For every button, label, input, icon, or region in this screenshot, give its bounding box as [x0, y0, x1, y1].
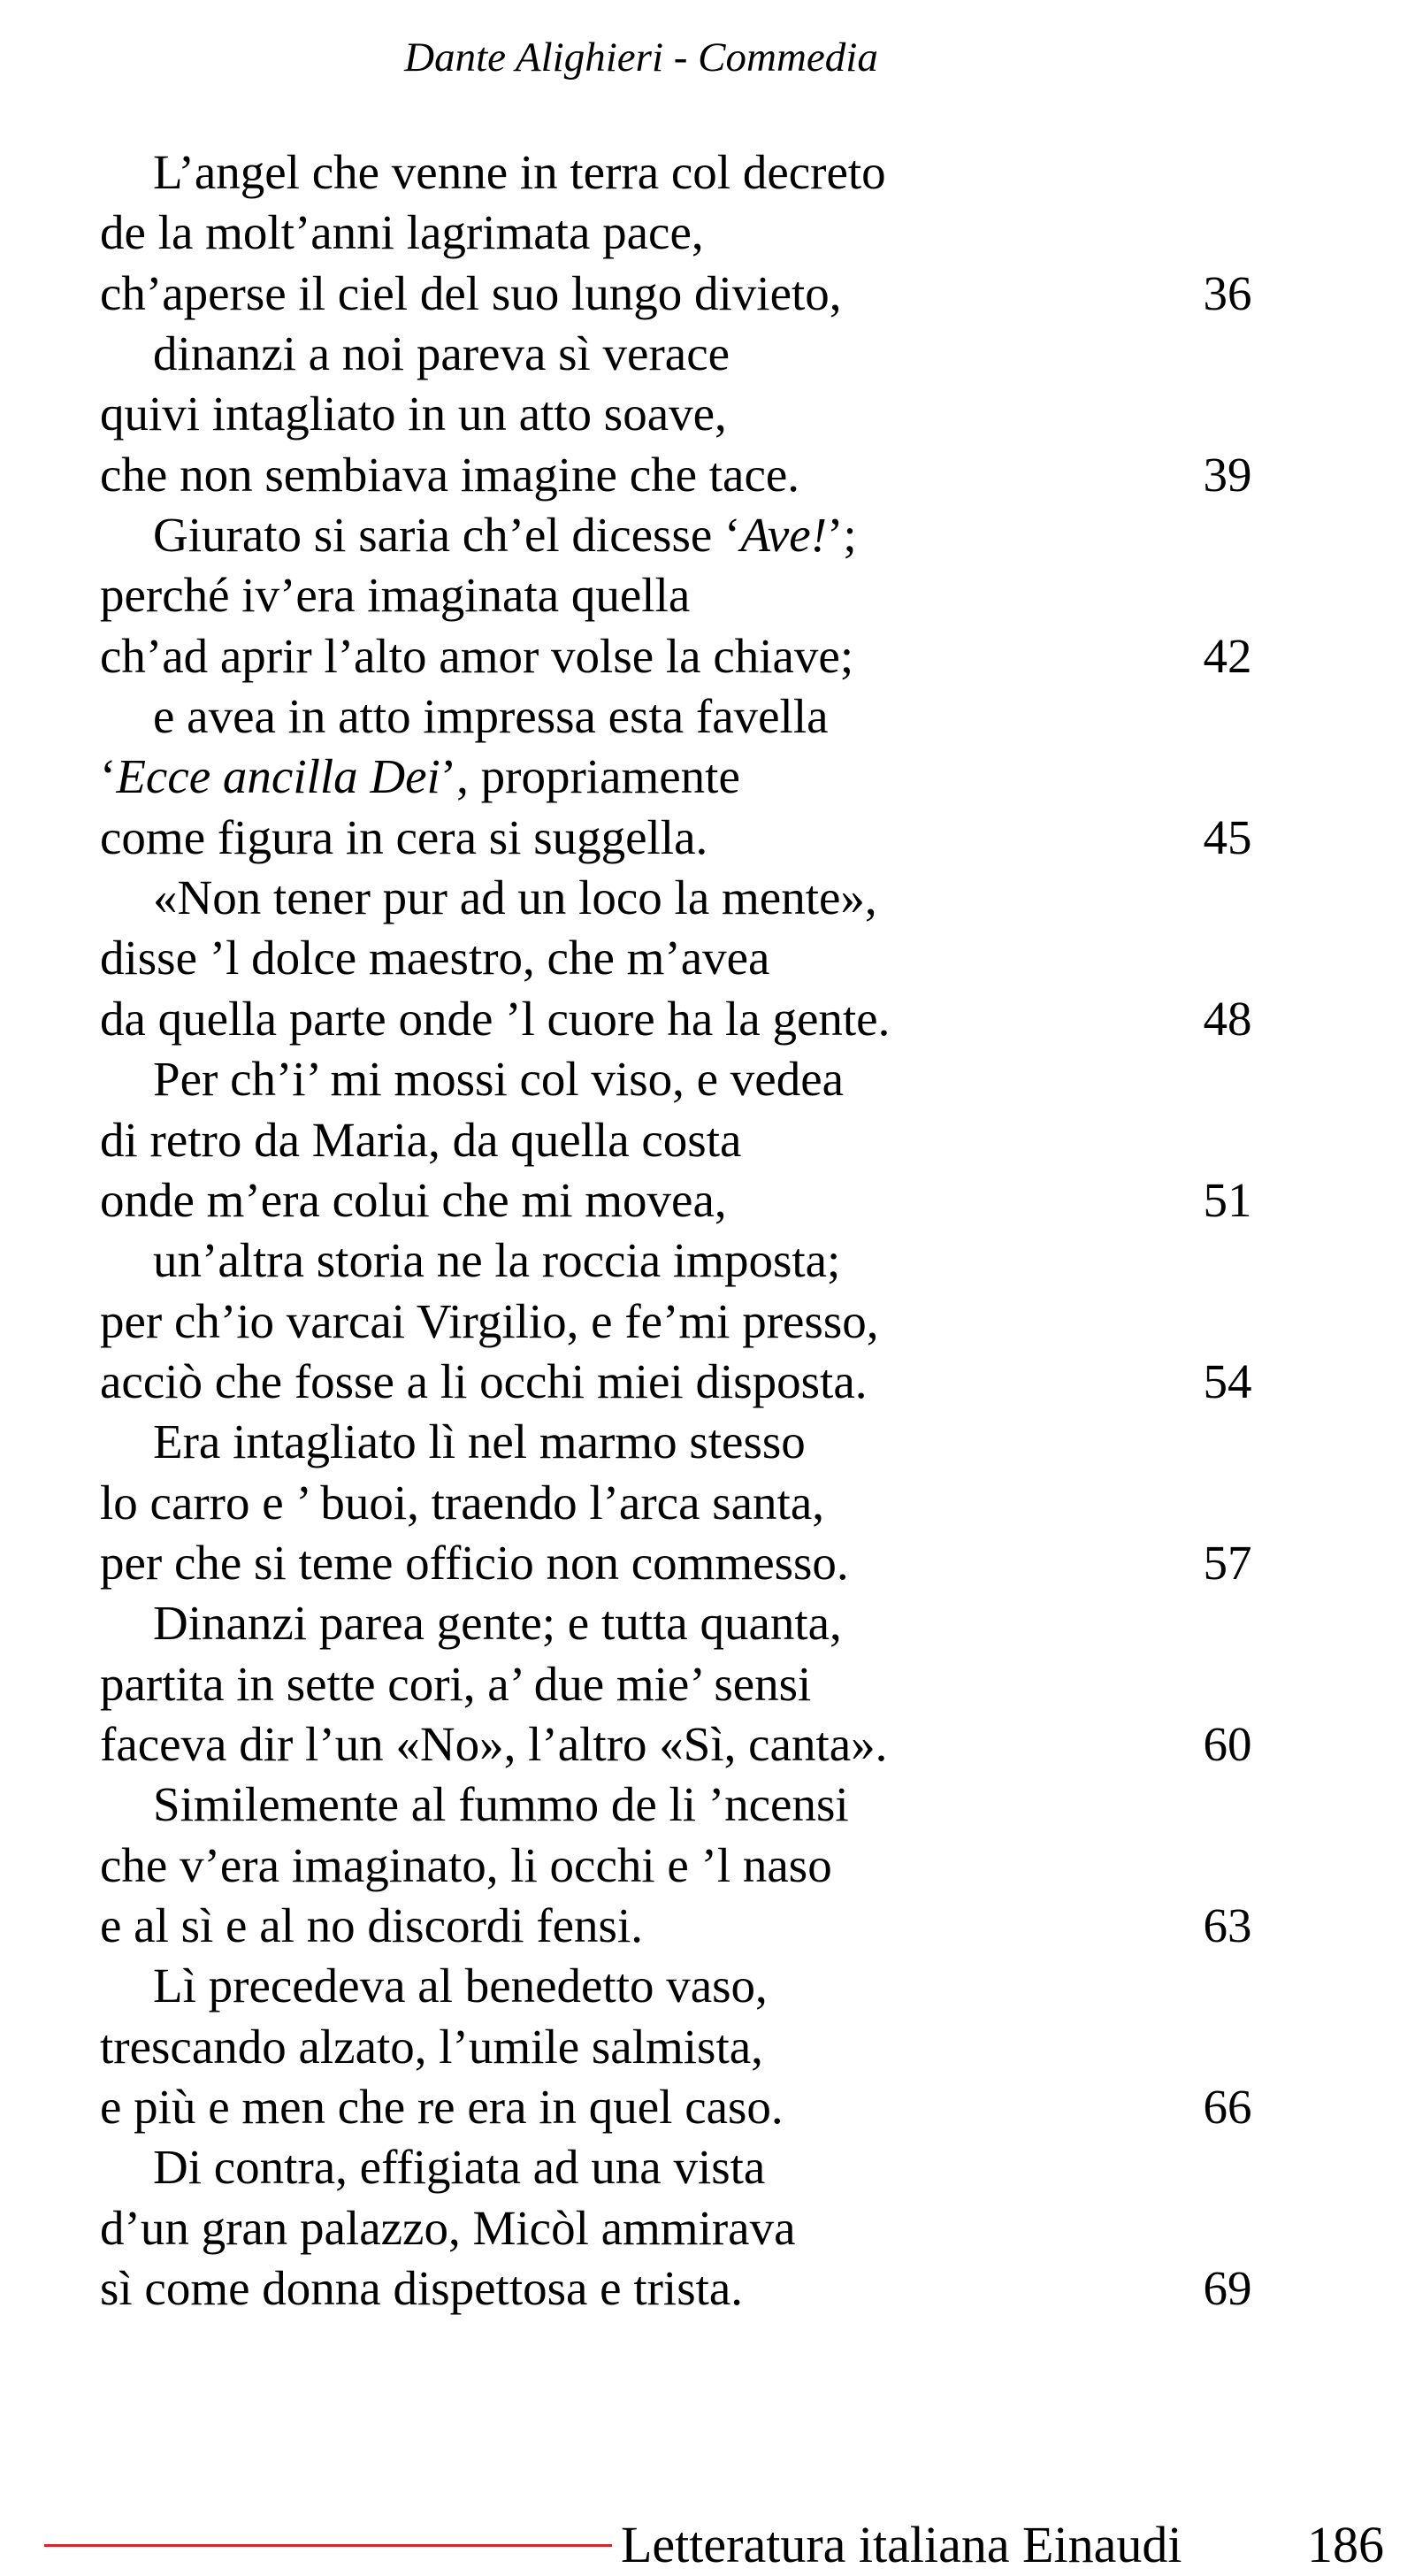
- verse-text: [100, 448, 799, 502]
- verse-italic-segment: Ave!: [740, 508, 828, 563]
- verse-line: [100, 1230, 1250, 1291]
- verse-line: [100, 264, 1250, 324]
- verse-text: [100, 2020, 763, 2074]
- verse-text: [100, 870, 877, 924]
- verse-segment: Similemente al fummo de li ’ncensi: [153, 1777, 849, 1832]
- verse-segment: onde m’era colui che mi movea,: [100, 1172, 727, 1227]
- verse-text: [100, 931, 769, 985]
- verse-segment: ’;: [827, 508, 857, 563]
- verse-line: [100, 565, 1250, 625]
- verse-line: [100, 1292, 1250, 1352]
- verse-line: [100, 324, 1250, 384]
- verse-text: [100, 2080, 784, 2134]
- verse-text: [100, 1596, 842, 1650]
- verse-segment: lo carro e ’ buoi, traendo l’arca santa,: [100, 1475, 824, 1530]
- verse-segment: un’altra storia ne la roccia imposta;: [153, 1233, 841, 1288]
- verse-text: [100, 1354, 868, 1408]
- verse-text: [100, 1657, 811, 1711]
- poem-text: [100, 142, 1250, 2319]
- footer-source-title: Letteratura italiana Einaudi: [621, 2516, 1182, 2573]
- verse-segment: ‘: [100, 749, 117, 804]
- verse-text: [100, 1414, 806, 1468]
- verse-line: [100, 142, 1250, 203]
- verse-number: 57: [1203, 1535, 1252, 1590]
- verse-text: [100, 1536, 849, 1590]
- verse-text: [100, 145, 886, 199]
- verse-line: [100, 505, 1250, 565]
- verse-text: [100, 689, 829, 743]
- verse-segment: come figura in cera si suggella.: [100, 809, 708, 864]
- verse-segment: Era intagliato lì nel marmo stesso: [153, 1414, 806, 1469]
- verse-text: [100, 1717, 887, 1771]
- verse-line: [100, 626, 1250, 686]
- verse-segment: e più e men che re era in quel caso.: [100, 2080, 784, 2134]
- verse-text: [100, 266, 842, 320]
- verse-line: [100, 1714, 1250, 1775]
- running-header: Dante Alighieri - Commedia: [404, 34, 878, 80]
- verse-text: [100, 1052, 844, 1106]
- verse-text: [100, 1173, 727, 1227]
- verse-line: [100, 445, 1250, 505]
- verse-line: [100, 808, 1250, 868]
- verse-segment: faceva dir l’un «No», l’altro «Sì, canta».: [100, 1716, 888, 1771]
- verse-line: [100, 2258, 1250, 2319]
- verse-segment: Dinanzi parea gente; e tutta quanta,: [153, 1596, 842, 1651]
- verse-text: [100, 1233, 840, 1287]
- verse-text: [100, 629, 853, 683]
- verse-segment: per che si teme officio non commesso.: [100, 1535, 849, 1590]
- verse-segment: trescando alzato, l’umile salmista,: [100, 2019, 763, 2074]
- verse-line: [100, 384, 1250, 444]
- verse-text: [100, 568, 690, 622]
- verse-segment: ’, propriamente: [440, 749, 740, 804]
- verse-line: [100, 868, 1250, 928]
- verse-segment: ch’ad aprir l’alto amor volse la chiave;: [100, 628, 854, 683]
- verse-segment: che v’era imaginato, li occhi e ’l naso: [100, 1837, 832, 1892]
- verse-number: 63: [1203, 1898, 1252, 1952]
- verse-segment: quivi intagliato in un atto soave,: [100, 387, 727, 441]
- verse-segment: per ch’io varcai Virgilio, e fe’mi presso,: [100, 1293, 879, 1348]
- verse-text: [100, 2201, 796, 2255]
- verse-line: [100, 928, 1250, 988]
- verse-segment: acciò che fosse a li occhi miei disposta.: [100, 1353, 868, 1408]
- verse-segment: sì come donna dispettosa e trista.: [100, 2261, 744, 2316]
- verse-number: 36: [1203, 265, 1252, 320]
- verse-segment: L’angel che venne in terra col decreto: [153, 145, 886, 199]
- verse-segment: partita in sette cori, a’ due mie’ sensi: [100, 1656, 812, 1711]
- verse-text: [100, 1838, 832, 1892]
- verse-segment: da quella parte onde ’l cuore ha la gente.: [100, 991, 891, 1046]
- verse-line: [100, 1352, 1250, 1412]
- verse-number: 42: [1203, 628, 1252, 683]
- verse-number: 45: [1203, 809, 1252, 864]
- verse-italic-segment: Ecce ancilla Dei: [116, 749, 440, 804]
- verse-line: [100, 1956, 1250, 2016]
- verse-line: [100, 1533, 1250, 1593]
- verse-segment: e avea in atto impressa esta favella: [153, 689, 829, 744]
- verse-number: 54: [1203, 1353, 1252, 1408]
- verse-text: [100, 1113, 741, 1167]
- verse-segment: Per ch’i’ mi mossi col viso, e vedea: [153, 1052, 845, 1107]
- verse-line: [100, 1473, 1250, 1533]
- verse-segment: Giurato si saria ch’el dicesse ‘: [153, 508, 741, 563]
- verse-segment: de la molt’anni lagrimata pace,: [100, 205, 704, 260]
- verse-line: [100, 1593, 1250, 1653]
- verse-text: [100, 1898, 643, 1952]
- verse-line: [100, 1170, 1250, 1230]
- verse-segment: e al sì e al no discordi fensi.: [100, 1898, 643, 1952]
- verse-line: [100, 1049, 1250, 1109]
- verse-segment: Lì precedeva al benedetto vaso,: [153, 1959, 768, 2013]
- verse-number: 39: [1203, 447, 1252, 502]
- verse-segment: perché iv’era imaginata quella: [100, 568, 691, 623]
- verse-line: [100, 2137, 1250, 2197]
- verse-line: [100, 1896, 1250, 1956]
- page-number: 186: [1307, 2516, 1384, 2573]
- verse-line: [100, 989, 1250, 1049]
- verse-segment: ch’aperse il ciel del suo lungo divieto,: [100, 265, 842, 320]
- verse-segment: che non sembiava imagine che tace.: [100, 447, 800, 502]
- verse-text: [100, 2140, 765, 2194]
- verse-text: [100, 810, 708, 864]
- verse-text: [100, 326, 730, 380]
- verse-segment: di retro da Maria, da quella costa: [100, 1112, 742, 1167]
- verse-line: [100, 2077, 1250, 2137]
- verse-number: 66: [1203, 2080, 1252, 2134]
- verse-text: [100, 1294, 878, 1348]
- verse-number: 60: [1203, 1716, 1252, 1771]
- verse-text: [100, 1476, 824, 1530]
- verse-segment: «Non tener pur ad un loco la mente»,: [153, 870, 877, 925]
- verse-number: 51: [1203, 1172, 1252, 1227]
- verse-text: [100, 2261, 743, 2315]
- verse-segment: d’un gran palazzo, Micòl ammirava: [100, 2200, 796, 2255]
- verse-number: 48: [1203, 991, 1252, 1046]
- verse-line: [100, 203, 1250, 263]
- verse-line: [100, 1836, 1250, 1896]
- verse-line: [100, 2017, 1250, 2077]
- verse-text: [100, 749, 740, 803]
- verse-segment: disse ’l dolce maestro, che m’avea: [100, 931, 770, 985]
- verse-number: 69: [1203, 2261, 1252, 2316]
- verse-line: [100, 2198, 1250, 2258]
- verse-segment: Di contra, effigiata ad una vista: [153, 2140, 766, 2195]
- verse-text: [100, 1777, 849, 1831]
- verse-line: [100, 686, 1250, 747]
- verse-text: [100, 508, 857, 562]
- verse-text: [100, 205, 704, 259]
- verse-line: [100, 1110, 1250, 1170]
- footer-rule: [44, 2544, 612, 2547]
- verse-line: [100, 747, 1250, 807]
- verse-text: [100, 1959, 768, 2012]
- verse-text: [100, 387, 727, 441]
- verse-text: [100, 992, 890, 1046]
- verse-line: [100, 1412, 1250, 1472]
- verse-line: [100, 1775, 1250, 1835]
- verse-segment: dinanzi a noi pareva sì verace: [153, 326, 730, 381]
- verse-line: [100, 1654, 1250, 1714]
